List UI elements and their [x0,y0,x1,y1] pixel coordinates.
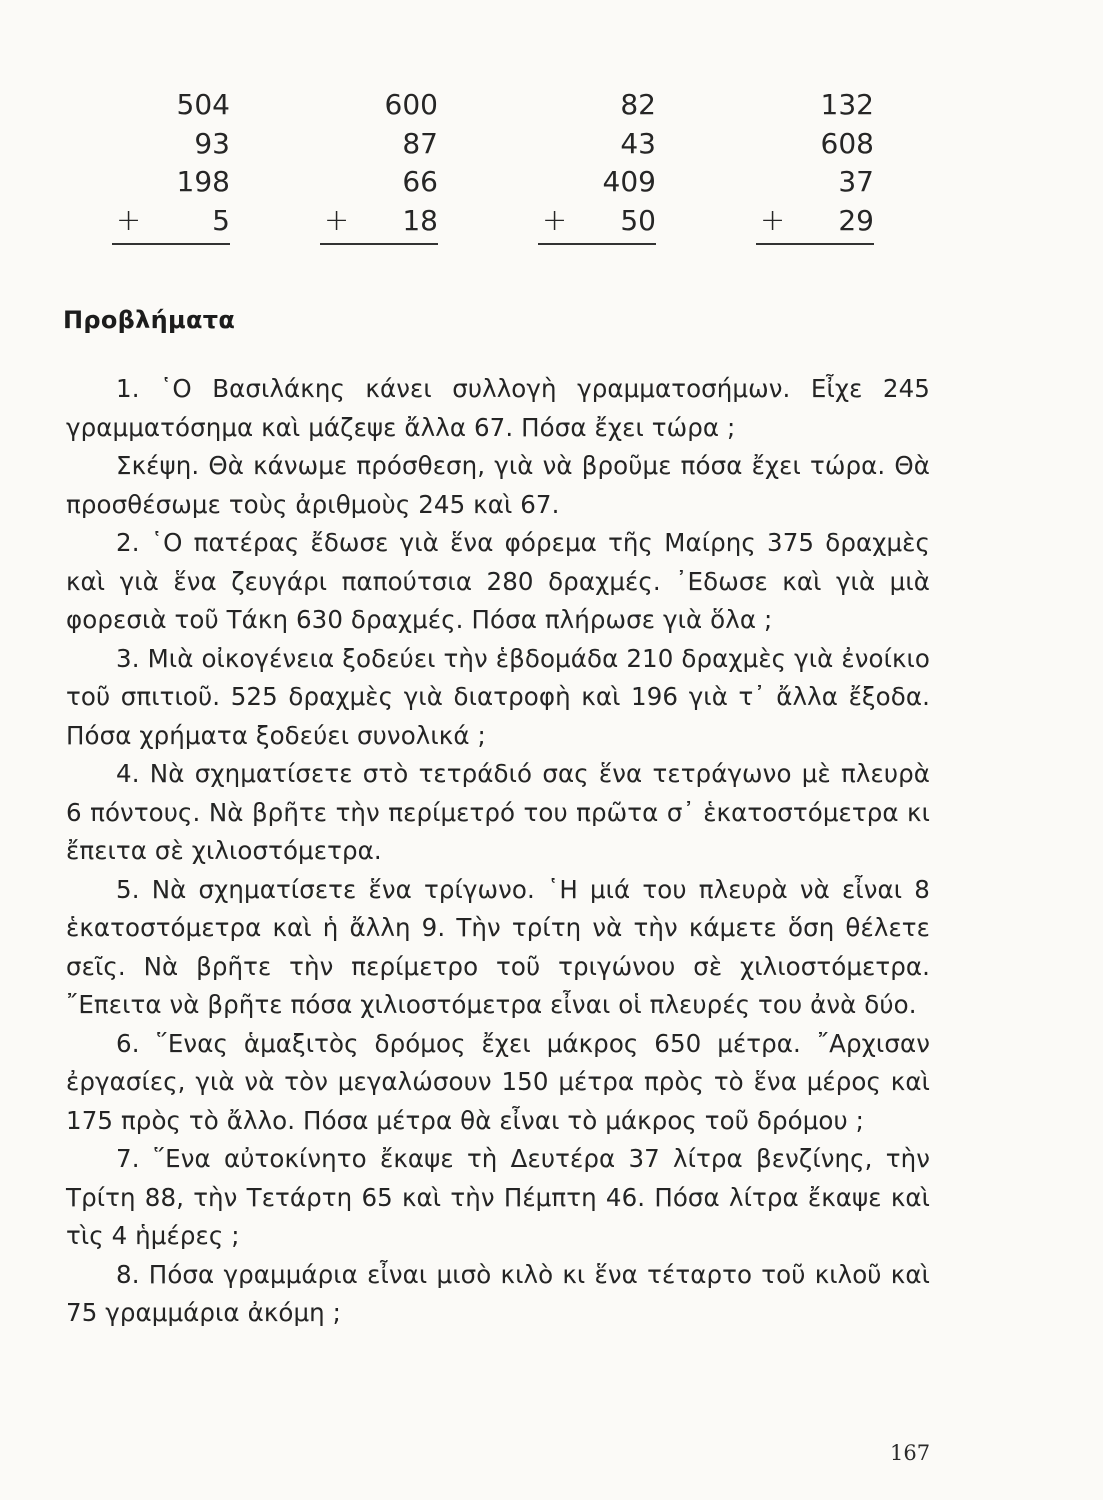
section-heading: Προβλήματα [63,306,236,334]
addition-exercise-4 [756,86,874,245]
addend: 608 [820,126,874,160]
addend: 37 [838,165,874,198]
problem-6: 6. ῞Ενας ἁμαξιτὸς δρόμος ἔχει μάκρος 650 μέτρα. ῎Αρχισαν ἐργασίες, γιὰ νὰ τὸν μεγαλώσουν 150 μέτρα πρὸς τὸ ἕνα μέρος καὶ 175 πρὸς τὸ ἄλλο. Πόσα μέτρα θὰ εἶναι τὸ μάκρος τοῦ δρόμου ; [66,1028,930,1135]
addend: 66 [402,165,438,198]
problem-2: 2. ῾Ο πατέρας ἔδωσε γιὰ ἕνα φόρεμα τῆς Μαίρης 375 δραχμὲς καὶ γιὰ ἕνα ζευγάρι παπούτσια 280 δραχμές. ᾿Εδωσε καὶ γιὰ μιὰ φορεσιὰ τοῦ Τάκη 630 δραχμές. Πόσα πλήρωσε γιὰ ὅλα ; [66,528,930,634]
addend: 600 [384,88,438,121]
plus-sign: + [542,202,568,238]
sum-underline [320,243,438,245]
page-number: 167 [890,1441,931,1465]
problem-1-hint: Σκέψη. Θὰ κάνωμε πρόσθεση, γιὰ νὰ βροῦμε πόσα ἔχει τώρα. Θὰ προσθέσωμε τοὺς ἀριθμοὺς 245 καὶ 67. [66,451,930,519]
plus-sign: + [324,202,350,238]
addend: 82 [620,88,656,121]
problems-list [66,370,930,1333]
problem-8: 8. Πόσα γραμμάρια εἶναι μισὸ κιλὸ κι ἕνα τέταρτο τοῦ κιλοῦ καὶ 75 γραμμάρια ἀκόμη ; [66,1259,930,1327]
addend: 18 [402,203,438,237]
last-addend-row [320,202,438,241]
addend: 43 [620,126,656,160]
last-addend-row [756,202,874,241]
problem-1: 1. ῾Ο Βασιλάκης κάνει συλλογὴ γραμματοσήμων. Εἶχε 245 γραμματόσημα καὶ μάζεψε ἄλλα 67. Πόσα ἔχει τώρα ; [66,374,930,442]
problem-7: 7. ῞Ενα αὐτοκίνητο ἔκαψε τὴ Δευτέρα 37 λίτρα βενζίνης, τὴν Τρίτη 88, τὴν Τετάρτη 65 καὶ τὴν Πέμπτη 46. Πόσα λίτρα ἔκαψε καὶ τὶς 4 ἡμέρες ; [66,1144,930,1250]
sum-underline [538,243,656,245]
addend: 5 [212,203,230,237]
addend: 132 [820,88,874,121]
sum-underline [112,243,230,245]
addition-exercise-3 [538,86,656,245]
addend: 504 [176,88,230,121]
plus-sign: + [116,202,142,238]
problem-3: 3. Μιὰ οἰκογένεια ξοδεύει τὴν ἑβδομάδα 210 δραχμὲς γιὰ ἐνοίκιο τοῦ σπιτιοῦ. 525 δραχμὲς γιὰ διατροφὴ καὶ 196 γιὰ τ᾿ ἄλλα ἔξοδα. Πόσα χρήματα ξοδεύει συνολικά ; [66,643,930,750]
plus-sign: + [760,202,786,238]
last-addend-row [112,202,230,241]
addend: 409 [602,165,656,198]
problem-5: 5. Νὰ σχηματίσετε ἕνα τρίγωνο. ῾Η μιά του πλευρὰ νὰ εἶναι 8 ἑκατοστόμετρα καὶ ἡ ἄλλη 9. Τὴν τρίτη νὰ τὴν κάμετε ὅση θέλετε σεῖς. Νὰ βρῆτε τὴν περίμετρο τοῦ τριγώνου σὲ χιλιοστόμετρα. ῎Επειτα νὰ βρῆτε πόσα χιλιοστόμετρα εἶναι οἱ πλευρές του ἀνὰ δύο. [66,874,930,1019]
problem-4: 4. Νὰ σχηματίσετε στὸ τετράδιό σας ἕνα τετράγωνο μὲ πλευρὰ 6 πόντους. Νὰ βρῆτε τὴν περίμετρό του πρῶτα σ᾿ ἑκατοστόμετρα κι ἔπειτα σὲ χιλιοστόμετρα. [66,759,930,865]
addend: 198 [176,165,230,198]
addend: 50 [620,203,656,237]
addition-exercise-1 [112,86,230,245]
addition-exercise-2 [320,86,438,245]
addend: 87 [402,126,438,160]
sum-underline [756,243,874,245]
last-addend-row [538,202,656,241]
addend: 29 [838,203,874,237]
addend: 93 [194,126,230,160]
